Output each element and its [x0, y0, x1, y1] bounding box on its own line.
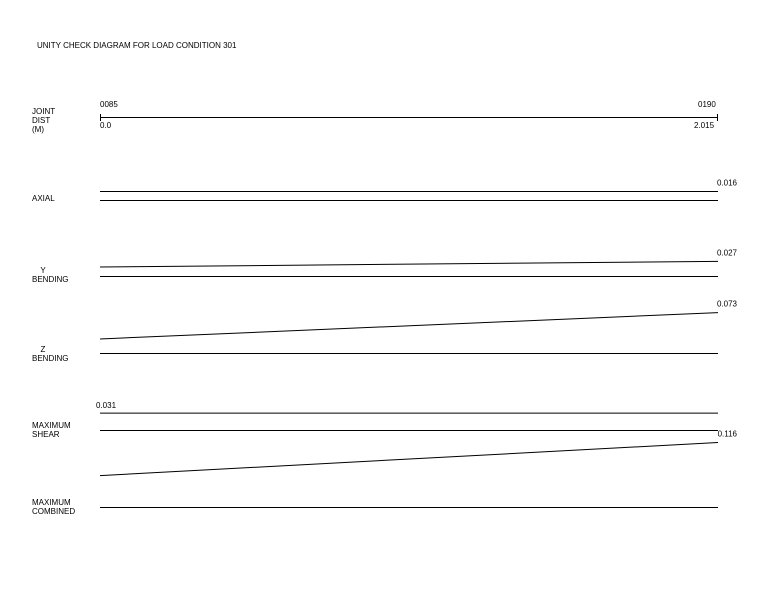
value-label-maximum-shear: 0.031 — [96, 401, 117, 411]
unity-line-maximum-combined — [100, 443, 718, 476]
value-label-z-bending: 0.073 — [716, 299, 737, 309]
row-label-maximum-combined: MAXIMUM COMBINED — [32, 498, 76, 516]
dist-start-label: 0.0 — [100, 121, 112, 130]
value-label-maximum-combined: 0.116 — [717, 429, 737, 439]
joint-dist-label: JOINT DIST (M) — [32, 107, 56, 134]
diagram-title: UNITY CHECK DIAGRAM FOR LOAD CONDITION 301 — [37, 41, 237, 50]
unity-line-z-bending — [100, 313, 718, 339]
value-label-y-bending: 0.027 — [716, 248, 737, 258]
row-label-maximum-shear: MAXIMUM SHEAR — [32, 421, 71, 439]
value-label-axial: 0.016 — [716, 178, 737, 188]
dist-end-label: 2.015 — [694, 121, 715, 130]
row-label-z-bending: Z BENDING — [32, 345, 69, 363]
joint-start-label: 0085 — [100, 100, 118, 109]
row-label-axial: AXIAL — [32, 194, 55, 203]
joint-end-label: 0190 — [698, 100, 716, 109]
unity-line-y-bending — [100, 261, 718, 267]
row-label-y-bending: Y BENDING — [32, 266, 69, 284]
